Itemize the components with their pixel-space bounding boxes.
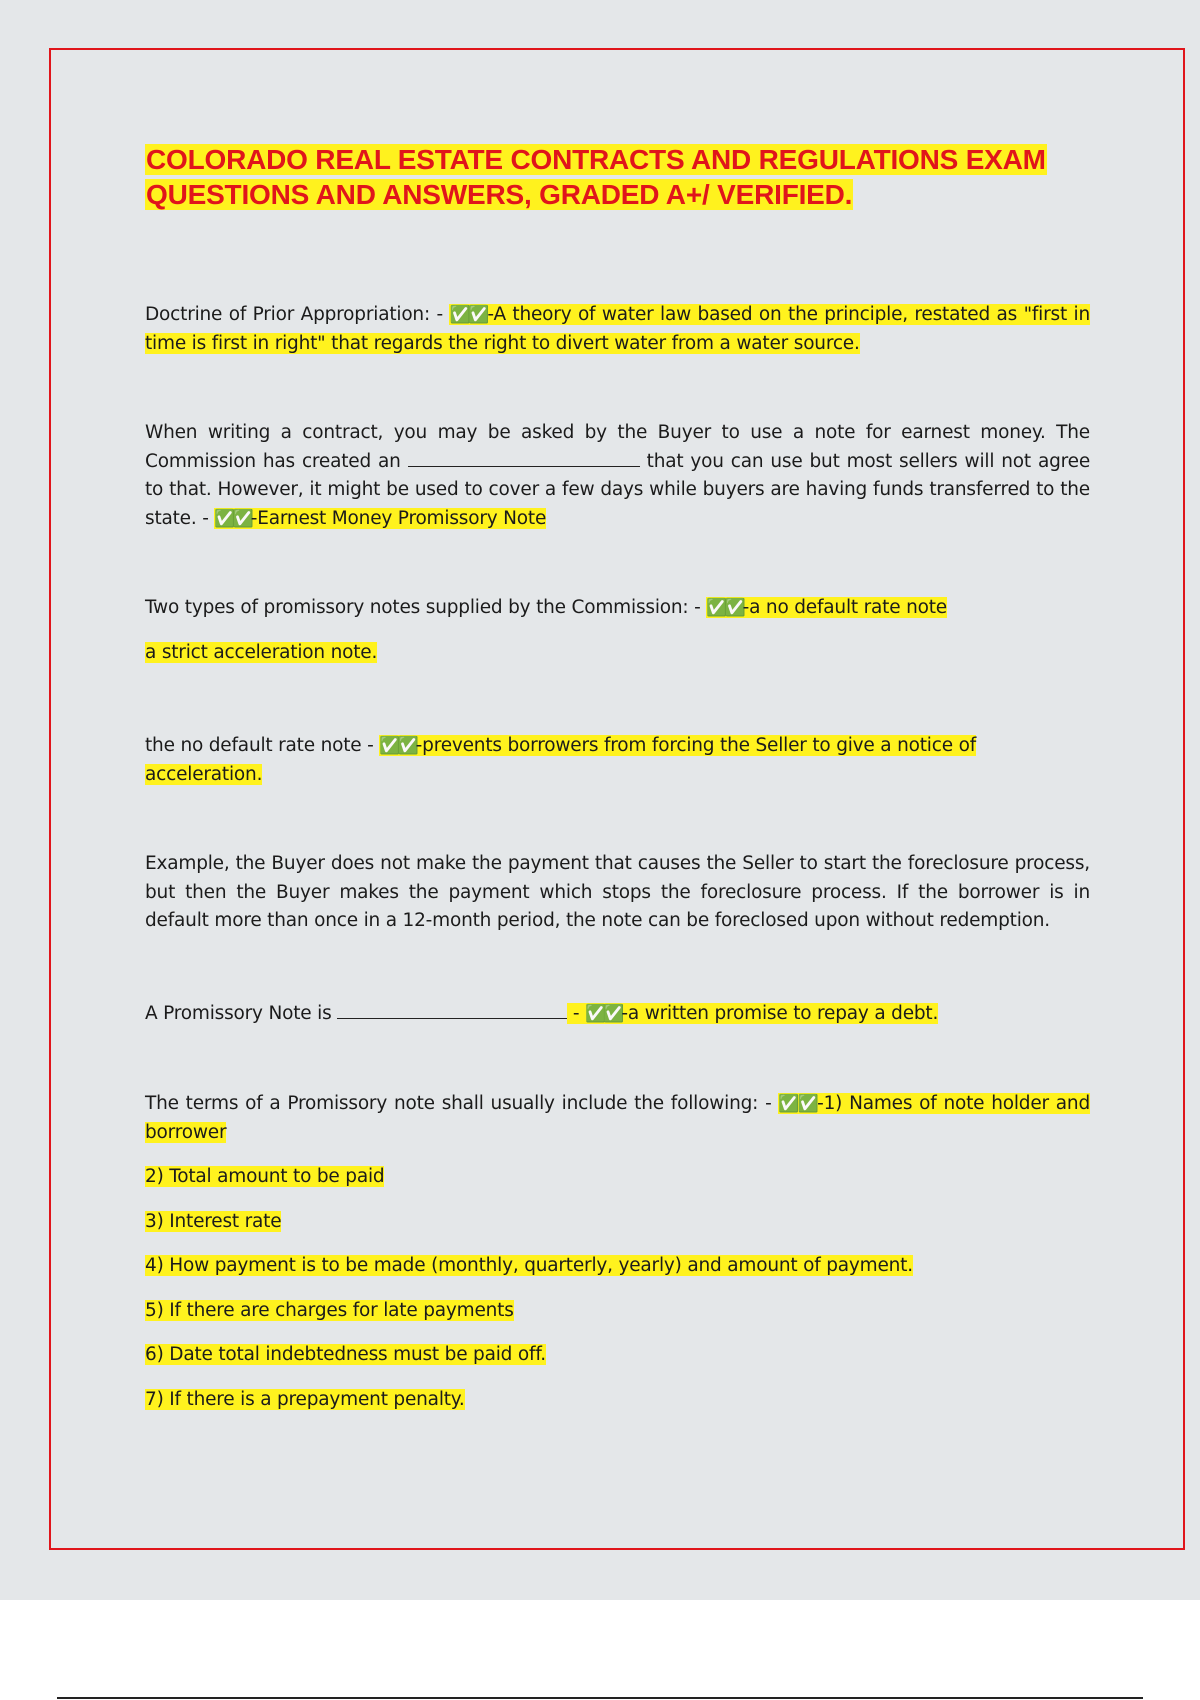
check-icon: ✅✅ bbox=[706, 598, 743, 618]
document-title bbox=[145, 142, 1090, 212]
list-item: 5) If there are charges for late payments bbox=[145, 1299, 514, 1321]
question-text: When writing a contract, you may be asked by the Buyer to use a note for earnest money. The Commission has created an bbox=[145, 422, 1090, 472]
entry-no-default-rate-note bbox=[145, 732, 1090, 789]
answer-text: -Earnest Money Promissory Note bbox=[250, 507, 547, 529]
title-highlight-patch bbox=[885, 180, 1090, 212]
entry-example bbox=[145, 850, 1090, 936]
example-text: Example, the Buyer does not make the payment that causes the Seller to start the foreclosure process, but then the Buyer makes the payment which stops the foreclosure process. If the borrower is in default more than once in a 12-month period, the note can be foreclosed upon without redemption. bbox=[145, 853, 1090, 931]
bottom-rule bbox=[57, 1697, 1143, 1699]
check-icon: ✅✅ bbox=[379, 736, 416, 756]
document-body bbox=[145, 142, 1090, 1414]
list-item: 4) How payment is to be made (monthly, quarterly, yearly) and amount of payment. bbox=[145, 1255, 913, 1276]
check-icon: ✅✅ bbox=[449, 305, 488, 325]
question-text: the no default rate note - bbox=[145, 735, 380, 756]
answer-text-line2: a strict acceleration note. bbox=[145, 641, 378, 663]
check-icon: ✅✅ bbox=[585, 1003, 622, 1024]
title-line-2: QUESTIONS AND ANSWERS, GRADED A+/ VERIFIED. bbox=[146, 179, 853, 210]
answer-prefix: - bbox=[567, 1002, 586, 1024]
answer-text: -1) Names of note holder and borrower bbox=[145, 1093, 1090, 1143]
question-text: The terms of a Promissory note shall usually include the following: - bbox=[145, 1093, 779, 1114]
title-line-1: COLORADO REAL ESTATE CONTRACTS AND REGULATIONS EXAM bbox=[146, 144, 1046, 175]
list-item: 3) Interest rate bbox=[145, 1210, 282, 1232]
question-text: Doctrine of Prior Appropriation: - bbox=[145, 304, 450, 325]
answer-text: -prevents borrowers from forcing the Seller to give a notice of acceleration. bbox=[145, 735, 977, 785]
answer-text: -a no default rate note bbox=[742, 597, 947, 618]
entry-promissory-note-types-cont bbox=[145, 639, 1090, 668]
list-item: 7) If there is a prepayment penalty. bbox=[145, 1388, 465, 1410]
fill-in-blank bbox=[337, 1002, 567, 1019]
list-item: 2) Total amount to be paid bbox=[145, 1166, 385, 1187]
list-item: 6) Date total indebtedness must be paid off. bbox=[145, 1344, 546, 1365]
terms-list bbox=[145, 1163, 1090, 1414]
entry-promissory-note-definition bbox=[145, 1000, 1090, 1029]
fill-in-blank bbox=[408, 450, 640, 467]
entry-promissory-note-types bbox=[145, 594, 1090, 623]
answer-text: -A theory of water law based on the principle, restated as "first in time is first in right" that regards the right to divert water from a water source. bbox=[145, 304, 1090, 354]
check-icon: ✅✅ bbox=[214, 508, 251, 529]
entry-prior-appropriation bbox=[145, 301, 1090, 358]
question-text-cont: that you can use but most sellers will not agree to that. However, it might be used to cover a few days while buyers are having funds transferred to the state. - bbox=[145, 450, 1090, 529]
answer-text: -a written promise to repay a debt. bbox=[621, 1002, 939, 1024]
entry-earnest-money bbox=[145, 419, 1090, 533]
entry-promissory-note-terms bbox=[145, 1090, 1090, 1147]
question-text: Two types of promissory notes supplied by the Commission: - bbox=[145, 597, 707, 618]
question-text: A Promissory Note is bbox=[145, 1002, 338, 1024]
check-icon: ✅✅ bbox=[778, 1094, 818, 1114]
